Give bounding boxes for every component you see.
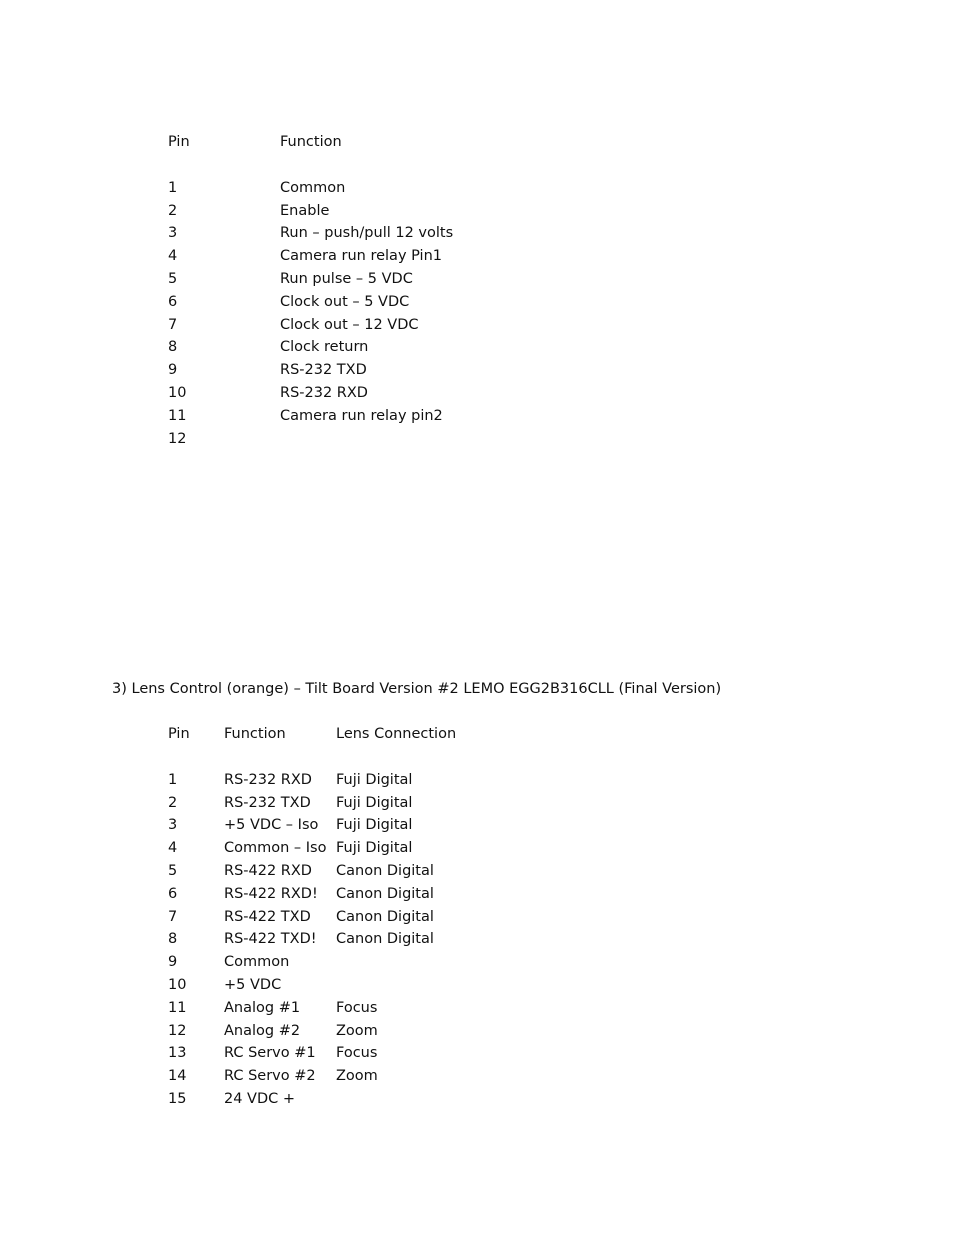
pin-number: 14: [168, 1068, 187, 1085]
pin-function: Camera run relay Pin1: [280, 248, 442, 265]
header-lens-connection: Lens Connection: [336, 726, 457, 742]
pin-number: 6: [168, 293, 178, 310]
pin-number: 3: [168, 225, 178, 242]
lens-connection: Canon Digital: [336, 862, 434, 879]
pin-number: 7: [168, 908, 178, 925]
pin-function: RS-422 TXD!: [224, 931, 317, 948]
pin-number: 5: [168, 270, 178, 287]
pin-number: 10: [168, 976, 187, 993]
pin-number: 7: [168, 316, 178, 333]
pin-function: 24 VDC +: [224, 1090, 296, 1107]
header-function: Function: [224, 726, 286, 742]
pin-function: Run – push/pull 12 volts: [280, 225, 454, 242]
pin-number: 10: [168, 384, 187, 401]
lens-connection: Fuji Digital: [336, 794, 413, 811]
pin-function: RS-422 TXD: [224, 908, 311, 925]
pin-function: +5 VDC: [224, 976, 282, 993]
pin-function: Camera run relay pin2: [280, 407, 443, 424]
pin-number: 1: [168, 771, 178, 788]
lens-connection: Focus: [336, 1045, 378, 1062]
pin-number: 9: [168, 362, 178, 379]
lens-connection: Canon Digital: [336, 931, 434, 948]
pin-number: 5: [168, 862, 178, 879]
pin-function: Enable: [280, 202, 330, 219]
pin-number: 8: [168, 339, 178, 356]
pin-number: 4: [168, 248, 178, 265]
lens-connection: Canon Digital: [336, 908, 434, 925]
pin-function: Clock out – 5 VDC: [280, 293, 410, 310]
pin-function: Common – Iso: [224, 840, 327, 857]
pin-function: Common: [280, 179, 346, 196]
pin-number: 2: [168, 202, 178, 219]
pin-number: 12: [168, 1022, 187, 1039]
pin-function: Analog #2: [224, 1022, 301, 1039]
pin-number: 2: [168, 794, 178, 811]
section-heading: 3) Lens Control (orange) – Tilt Board Version #2 LEMO EGG2B316CLL (Final Version): [112, 681, 722, 697]
pin-number: 4: [168, 840, 178, 857]
header-pin: Pin: [168, 134, 190, 150]
pin-number: 3: [168, 817, 178, 834]
pin-function: +5 VDC – Iso: [224, 817, 319, 834]
lens-connection: Zoom: [336, 1022, 378, 1039]
header-pin: Pin: [168, 726, 190, 742]
lens-connection: Fuji Digital: [336, 840, 413, 857]
pin-number: 6: [168, 885, 178, 902]
pin-function: Clock return: [280, 339, 369, 356]
pin-function: Clock out – 12 VDC: [280, 316, 419, 333]
pin-function: RS-232 RXD: [224, 771, 312, 788]
lens-connection: Fuji Digital: [336, 771, 413, 788]
pin-function: RS-232 TXD: [224, 794, 311, 811]
pin-number: 11: [168, 999, 187, 1016]
pin-number: 9: [168, 954, 178, 971]
pin-function: Analog #1: [224, 999, 301, 1016]
pin-function: RC Servo #1: [224, 1045, 316, 1062]
pin-function: Run pulse – 5 VDC: [280, 270, 413, 287]
lens-connection: Fuji Digital: [336, 817, 413, 834]
lens-connection: Canon Digital: [336, 885, 434, 902]
pin-number: 13: [168, 1045, 187, 1062]
pin-number: 8: [168, 931, 178, 948]
pin-function: RS-422 RXD: [224, 862, 312, 879]
pin-function: RS-422 RXD!: [224, 885, 318, 902]
header-function: Function: [280, 134, 342, 150]
pin-number: 1: [168, 179, 178, 196]
pin-function: RS-232 TXD: [280, 362, 367, 379]
pin-number: 12: [168, 430, 187, 447]
lens-connection: Focus: [336, 999, 378, 1016]
pin-number: 11: [168, 407, 187, 424]
pin-function: Common: [224, 954, 290, 971]
pin-function: RS-232 RXD: [280, 384, 368, 401]
pin-function: RC Servo #2: [224, 1068, 316, 1085]
lens-connection: Zoom: [336, 1068, 378, 1085]
pin-number: 15: [168, 1090, 187, 1107]
